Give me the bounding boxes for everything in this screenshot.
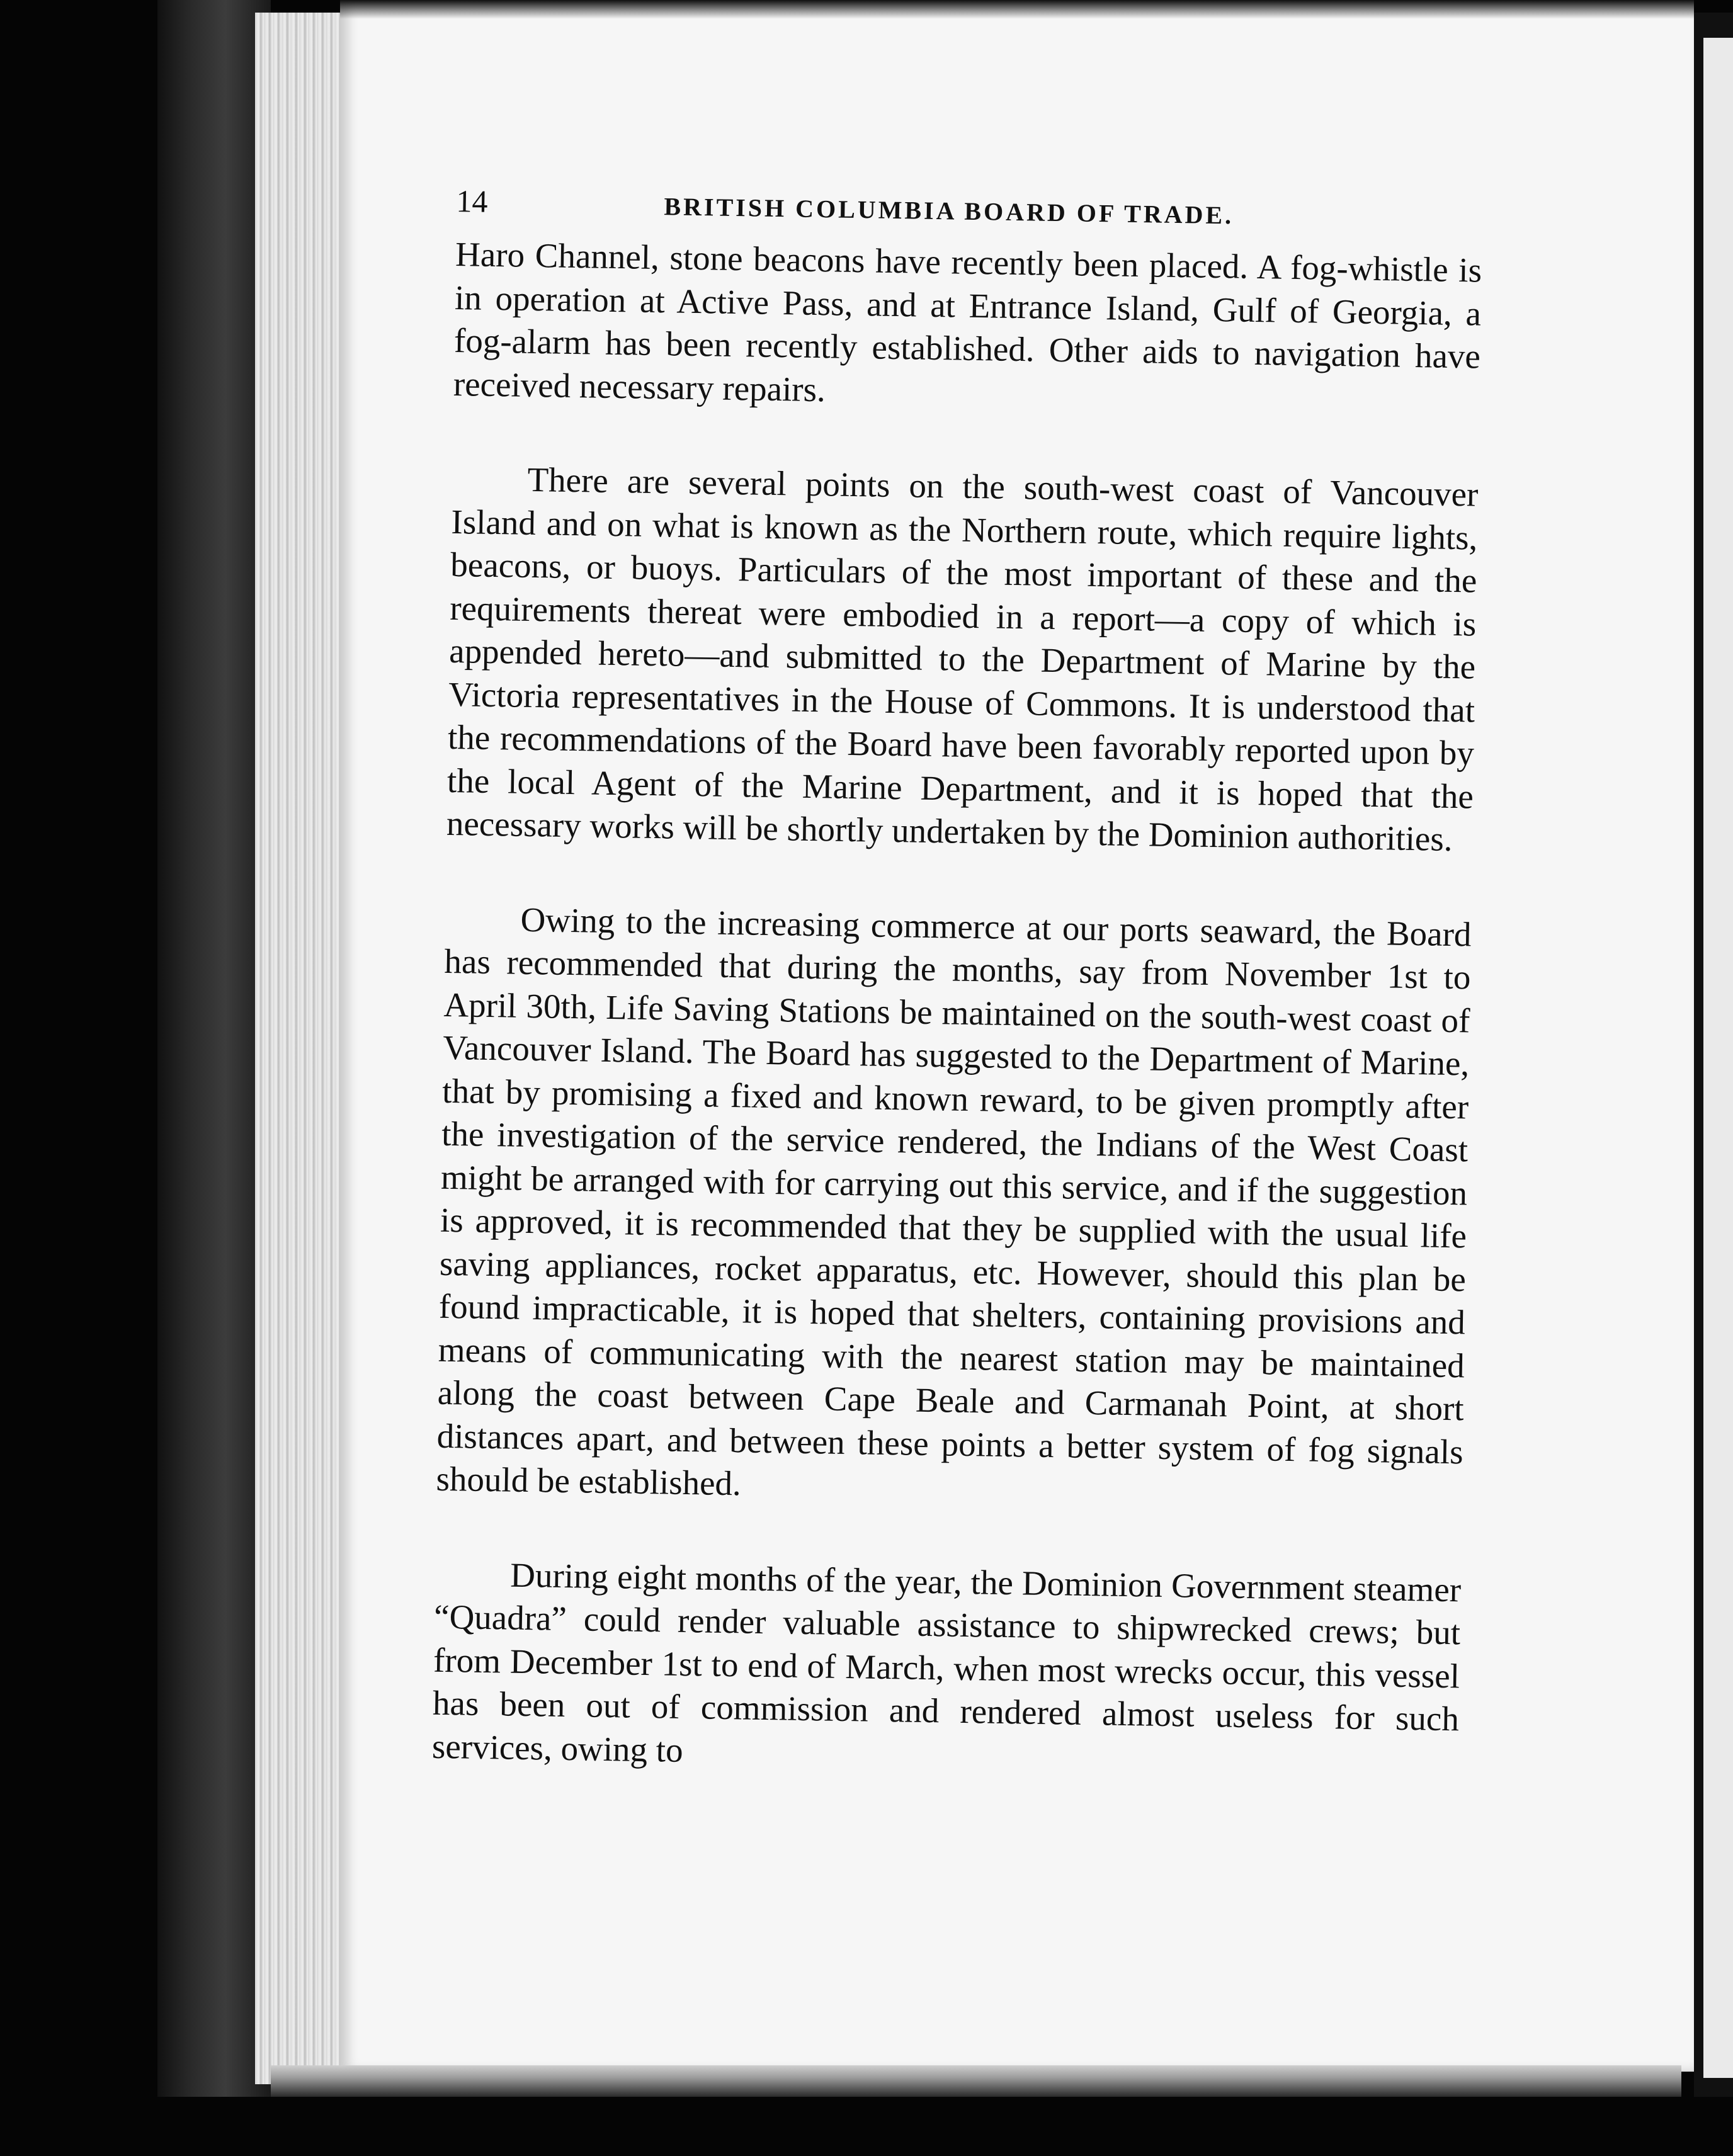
page-bottom-edge <box>271 2065 1681 2097</box>
page-top-shadow <box>340 0 1694 19</box>
book-spine <box>157 0 271 2097</box>
running-title: BRITISH COLUMBIA BOARD OF TRADE. <box>664 192 1234 230</box>
paragraph-3: Owing to the increasing commerce at our ports seaward, the Board has recommended that during the months, say from November 1st to April 30th, Life Saving Stations be maintained on the south-west coast of Vancouver Island. The Board has suggested to the Department of Marine, that by promising a fixed and known reward, to be given promptly after the investigation of the service rendered, the Indians of the West Coast might be arranged with for carrying out this service, and if the suggestion is approved, it is recommended that they be supplied with the usual life saving appliances, rocket apparatus, etc. However, should this plan be found impracticable, it is hoped that shelters, containing provisions and means of communicating with the nearest station may be maintained along the coast between Cape Beale and Carmanah Point, at short distances apart, and between these points a better system of fog signals should be established. <box>436 900 1472 1503</box>
paragraph-1: Haro Channel, stone beacons have recently been placed. A fog-whistle is in operation at Active Pass, and at Entrance Island, Gulf of Georgia, a fog-alarm has been recently established. Other aids to navigation have received necessary repairs. <box>453 234 1482 409</box>
paragraph-4: During eight months of the year, the Dominion Government steamer “Quadra” could render valuable assistance to shipwrecked crews; but from December 1st to end of March, when most wrecks occur, this vessel has been out of commission and rendered almost useless for such services, owing to <box>431 1555 1462 1769</box>
page-edge-stack <box>255 13 349 2084</box>
page-content <box>431 183 1482 1784</box>
page-number: 14 <box>456 183 488 219</box>
paragraph-2: There are several points on the south-west coast of Vancouver Island and on what is known as the Northern route, which require lights, beacons, or buoys. Particulars of the most important of these and the requirements thereat were embodied in a report—a copy of which is appended hereto—and submitted to the Department of Marine by the Victoria representatives in the House of Commons. It is understood that the recommendations of the Board have been favorably reported upon by the local Agent of the Marine Department, and it is hoped that the necessary works will be shortly undertaken by the Dominion authorities. <box>446 460 1479 858</box>
facing-page-strip <box>1703 38 1733 2078</box>
